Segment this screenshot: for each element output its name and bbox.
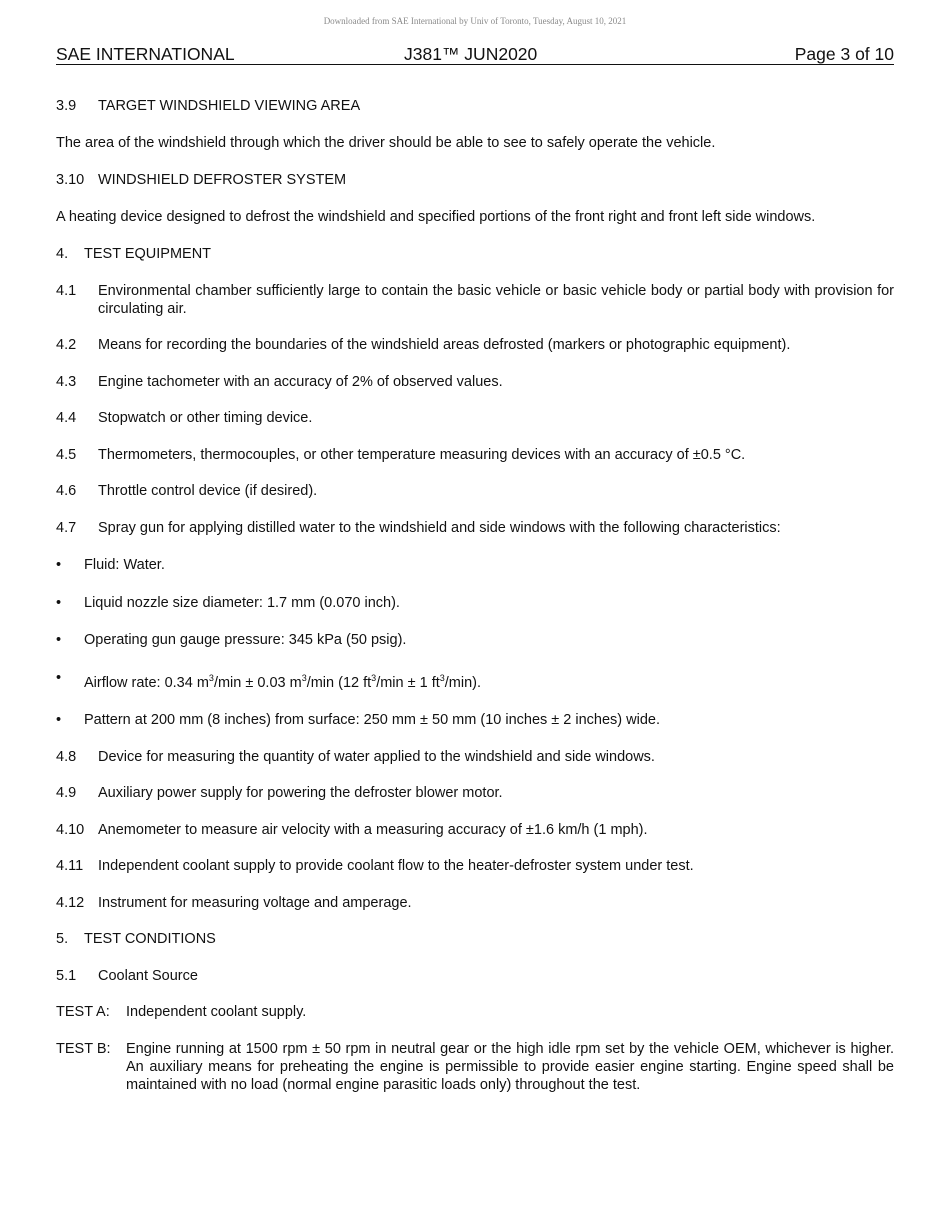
bullet-item	[56, 669, 894, 692]
page-header	[56, 44, 894, 65]
list-item-4-5	[56, 446, 894, 464]
download-watermark: Downloaded from SAE International by Univ of Toronto, Tuesday, August 10, 2021	[323, 16, 627, 26]
section-title: TEST EQUIPMENT	[84, 246, 212, 262]
item-number: 4.8	[56, 748, 77, 765]
test-b	[56, 1040, 894, 1094]
bullet-item	[56, 556, 894, 574]
list-item-4-12	[56, 894, 894, 912]
list-item-4-6	[56, 482, 894, 500]
list-item-4-8	[56, 748, 894, 766]
test-text: Engine running at 1500 rpm ± 50 rpm in neutral gear or the high idle rpm set by the vehicle OEM, whichever is higher. An auxiliary means for preheating the engine is permissible to provide easier engine starting. Engine speed shall be maintained with no load (normal engine parasitic loads only) throughout the test.	[126, 1040, 894, 1093]
item-number: 4.7	[56, 520, 77, 536]
bullet-item	[56, 711, 894, 729]
item-text: Thermometers, thermocouples, or other temperature measuring devices with an accuracy of ±0.5 °C.	[98, 447, 746, 463]
item-text: Instrument for measuring voltage and amperage.	[98, 894, 412, 911]
item-text: Stopwatch or other timing device.	[98, 410, 313, 426]
item-number: 4.6	[56, 483, 77, 499]
list-item-4-7	[56, 519, 894, 537]
bullet-text: Airflow rate: 0.34 $m^3/\min \pm 0.03$ $m^3/\min$ (12 $ft^3/\min \pm 1$ $ft^3/\min$).	[84, 673, 482, 691]
list-item-4-2	[56, 336, 894, 354]
bullet-icon: •	[56, 670, 62, 686]
item-number: 4.11	[56, 857, 84, 874]
item-number: 4.10	[56, 821, 85, 838]
bullet-icon: •	[56, 632, 62, 648]
section-heading-3-10	[56, 171, 894, 189]
section-number: 3.10	[56, 172, 85, 188]
section-heading-5-1	[56, 967, 894, 985]
item-number: 4.9	[56, 784, 77, 801]
bullet-text: Liquid nozzle size diameter: 1.7 mm (0.070 inch).	[84, 595, 400, 611]
section-title: TEST CONDITIONS	[84, 930, 216, 947]
test-a	[56, 1003, 894, 1021]
section-heading-4	[56, 245, 894, 263]
document-body	[56, 97, 894, 1094]
item-text: Auxiliary power supply for powering the defroster blower motor.	[98, 784, 503, 801]
bullet-item	[56, 631, 894, 649]
list-item-4-10	[56, 821, 894, 839]
list-item-4-1	[56, 282, 894, 318]
header-page-number: Page 3 of 10	[794, 44, 894, 64]
item-text: Spray gun for applying distilled water to the windshield and side windows with the following characteristics:	[98, 520, 781, 536]
item-number: 4.5	[56, 447, 77, 463]
section-title: TARGET WINDSHIELD VIEWING AREA	[98, 98, 361, 114]
bullet-text: Fluid: Water.	[84, 557, 165, 573]
bullet-icon: •	[56, 711, 62, 728]
section-paragraph: A heating device designed to defrost the windshield and specified portions of the front right and front left side windows.	[56, 209, 816, 225]
section-number: 5.1	[56, 967, 77, 984]
section-number: 4.	[56, 246, 69, 262]
section-title: WINDSHIELD DEFROSTER SYSTEM	[98, 172, 347, 188]
test-label: TEST B:	[56, 1040, 111, 1057]
bullet-item	[56, 594, 894, 612]
bullet-icon: •	[56, 557, 62, 573]
section-paragraph: The area of the windshield through which the driver should be able to see to safely operate the vehicle.	[56, 135, 716, 151]
item-text: Engine tachometer with an accuracy of 2% of observed values.	[98, 374, 503, 390]
item-number: 4.1	[56, 283, 77, 299]
item-number: 4.12	[56, 894, 85, 911]
list-item-4-9	[56, 784, 894, 802]
section-heading-5	[56, 930, 894, 948]
section-heading-3-9	[56, 97, 894, 115]
list-item-4-11	[56, 857, 894, 875]
bullet-text: Pattern at 200 mm (8 inches) from surface: 250 mm ± 50 mm (10 inches ± 2 inches) wide.	[84, 711, 660, 728]
item-number: 4.2	[56, 337, 77, 353]
test-text: Independent coolant supply.	[126, 1003, 307, 1020]
test-label: TEST A:	[56, 1003, 110, 1020]
list-item-4-4	[56, 409, 894, 427]
bullet-icon: •	[56, 595, 62, 611]
header-organization: SAE INTERNATIONAL	[56, 44, 235, 64]
list-item-4-3	[56, 373, 894, 391]
section-number: 3.9	[56, 98, 77, 114]
item-number: 4.4	[56, 410, 77, 426]
item-text: Means for recording the boundaries of the windshield areas defrosted (markers or photographic equipment).	[98, 337, 791, 353]
section-number: 5.	[56, 930, 69, 947]
item-text: Device for measuring the quantity of water applied to the windshield and side windows.	[98, 748, 655, 765]
item-text: Environmental chamber sufficiently large to contain the basic vehicle or basic vehicle body or partial body with provision for circulating air.	[98, 283, 894, 317]
item-text: Throttle control device (if desired).	[98, 483, 318, 499]
item-number: 4.3	[56, 374, 77, 390]
bullet-text: Operating gun gauge pressure: 345 kPa (50 psig).	[84, 632, 407, 648]
item-text: Anemometer to measure air velocity with a measuring accuracy of ±1.6 km/h (1 mph).	[98, 821, 648, 838]
section-title: Coolant Source	[98, 967, 198, 984]
header-document-id: J381™ JUN2020	[404, 44, 538, 64]
item-text: Independent coolant supply to provide coolant flow to the heater-defroster system under test.	[98, 857, 694, 874]
